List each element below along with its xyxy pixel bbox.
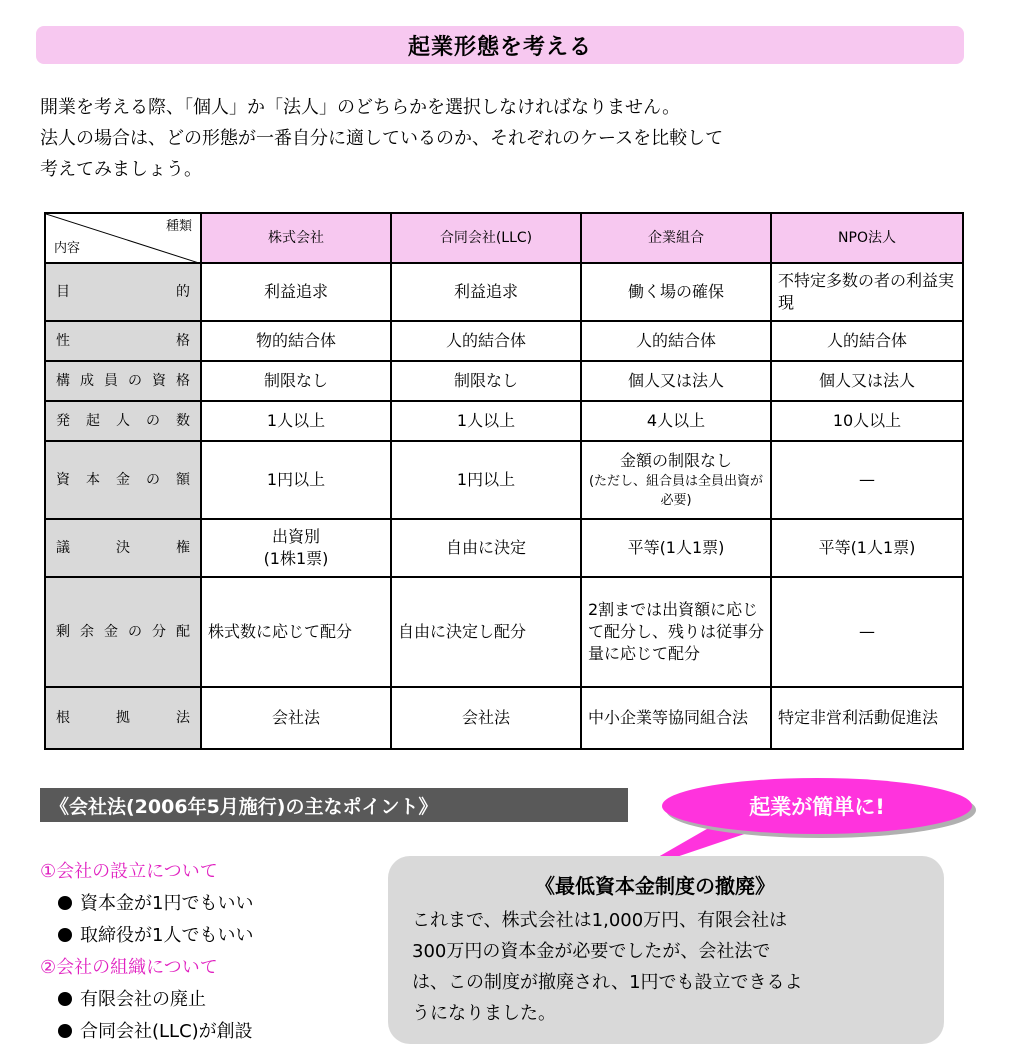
table-row xyxy=(45,687,963,749)
list-item: 有限会社の廃止 xyxy=(40,984,253,1016)
table-cell: 1円以上 xyxy=(201,441,391,519)
list-item: 取締役が1人でもいい xyxy=(40,920,253,952)
bullet-icon xyxy=(58,928,72,942)
info-line: うになりました。 xyxy=(412,1003,556,1024)
column-header: 株式会社 xyxy=(201,213,391,263)
callout-bubble: 起業が簡単に! xyxy=(662,778,972,834)
list-item: 合同会社(LLC)が創設 xyxy=(40,1016,253,1048)
info-line: 300万円の資本金が必要でしたが、会社法で xyxy=(412,941,771,962)
cell-note: (ただし、組合員は全員出資が必要) xyxy=(588,474,764,508)
table-cell: 働く場の確保 xyxy=(581,263,771,321)
section-heading: ②会社の組織について xyxy=(40,957,218,978)
table-cell: 制限なし xyxy=(201,361,391,401)
table-cell: 1人以上 xyxy=(391,401,581,441)
table-cell: 1円以上 xyxy=(391,441,581,519)
table-cell: 平等(1人1票) xyxy=(771,519,963,577)
row-header: 資 本 金 の 額 xyxy=(45,441,201,519)
row-header: 構 成 員 の 資 格 xyxy=(45,361,201,401)
table-cell: 個人又は法人 xyxy=(581,361,771,401)
table-cell: 利益追求 xyxy=(201,263,391,321)
table-cell: 会社法 xyxy=(391,687,581,749)
row-header: 発 起 人 の 数 xyxy=(45,401,201,441)
table-cell: — xyxy=(771,441,963,519)
corner-content-label: 内容 xyxy=(54,241,81,256)
intro-line: 考えてみましょう。 xyxy=(40,159,202,180)
table-cell: 個人又は法人 xyxy=(771,361,963,401)
row-header: 性 格 xyxy=(45,321,201,361)
points-list xyxy=(40,856,253,1048)
table-cell: 制限なし xyxy=(391,361,581,401)
intro-text xyxy=(40,92,980,185)
table-cell xyxy=(581,441,771,519)
table-row xyxy=(45,441,963,519)
info-box-title: 《最低資本金制度の撤廃》 xyxy=(535,874,775,898)
row-header: 剰 余 金 の 分 配 xyxy=(45,577,201,687)
cell-main-text: 出資別 xyxy=(271,527,320,546)
row-header: 根 拠 法 xyxy=(45,687,201,749)
table-cell: 10人以上 xyxy=(771,401,963,441)
table-corner-cell xyxy=(45,213,201,263)
section-heading: ①会社の設立について xyxy=(40,861,218,882)
table-cell: 自由に決定 xyxy=(391,519,581,577)
row-header: 議 決 権 xyxy=(45,519,201,577)
table-row xyxy=(45,577,963,687)
intro-line: 開業を考える際、「個人」か「法人」のどちらかを選択しなければなりません。 xyxy=(40,97,681,118)
table-cell: 自由に決定し配分 xyxy=(391,577,581,687)
cell-main-text: 金額の制限なし xyxy=(619,451,732,470)
corner-type-label: 種類 xyxy=(165,219,192,234)
table-row xyxy=(45,321,963,361)
info-box xyxy=(388,856,944,1044)
bullet-icon xyxy=(58,896,72,910)
bullet-icon xyxy=(58,1024,72,1038)
page-title: 起業形態を考える xyxy=(36,26,964,64)
column-header: 合同会社(LLC) xyxy=(391,213,581,263)
table-cell: 4人以上 xyxy=(581,401,771,441)
table-cell: 株式数に応じて配分 xyxy=(201,577,391,687)
table-cell: 1人以上 xyxy=(201,401,391,441)
table-cell: 特定非営利活動促進法 xyxy=(771,687,963,749)
table-cell: 会社法 xyxy=(201,687,391,749)
cell-note: (1株1票) xyxy=(263,549,329,568)
table-row xyxy=(45,519,963,577)
table-cell: 不特定多数の者の利益実現 xyxy=(771,263,963,321)
points-heading: 《会社法(2006年5月施行)の主なポイント》 xyxy=(40,788,628,822)
table-row xyxy=(45,263,963,321)
table-cell: 物的結合体 xyxy=(201,321,391,361)
row-header: 目 的 xyxy=(45,263,201,321)
intro-line: 法人の場合は、どの形態が一番自分に適しているのか、それぞれのケースを比較して xyxy=(40,128,724,149)
table-cell: 中小企業等協同組合法 xyxy=(581,687,771,749)
table-cell: — xyxy=(771,577,963,687)
table-cell: 2割までは出資額に応じて配分し、残りは従事分量に応じて配分 xyxy=(581,577,771,687)
table-cell: 人的結合体 xyxy=(391,321,581,361)
list-item: 資本金が1円でもいい xyxy=(40,888,253,920)
table-cell: 利益追求 xyxy=(391,263,581,321)
info-line: は、この制度が撤廃され、1円でも設立できるよ xyxy=(412,972,803,993)
bullet-icon xyxy=(58,992,72,1006)
table-row xyxy=(45,401,963,441)
column-header: NPO法人 xyxy=(771,213,963,263)
info-line: これまで、株式会社は1,000万円、有限会社は xyxy=(412,910,788,931)
table-cell: 平等(1人1票) xyxy=(581,519,771,577)
info-box-body xyxy=(412,905,928,1029)
table-cell: 人的結合体 xyxy=(581,321,771,361)
table-cell xyxy=(201,519,391,577)
table-cell: 人的結合体 xyxy=(771,321,963,361)
table-row xyxy=(45,361,963,401)
column-header: 企業組合 xyxy=(581,213,771,263)
comparison-table xyxy=(44,212,964,750)
